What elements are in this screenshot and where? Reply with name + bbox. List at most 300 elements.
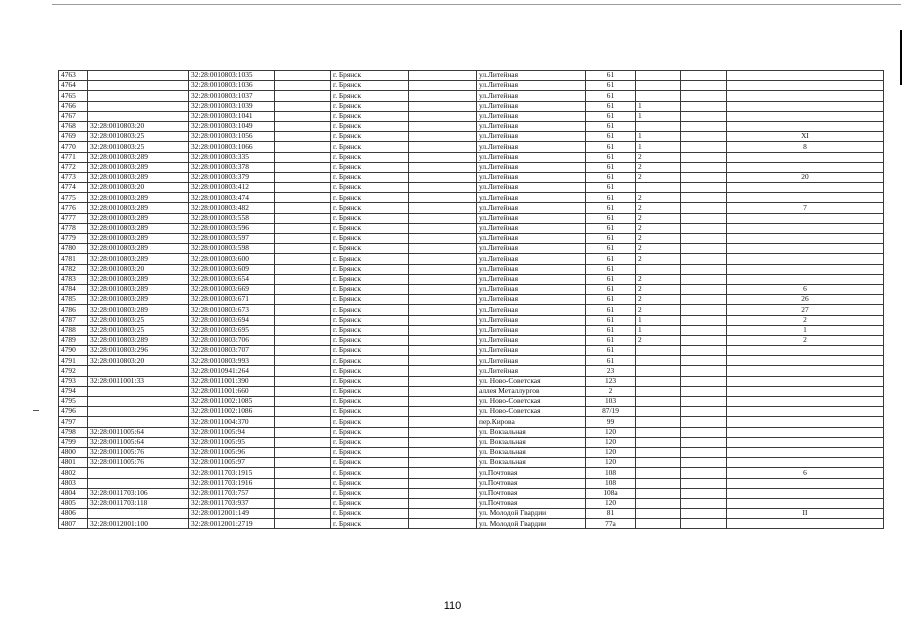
empty-cell bbox=[275, 488, 331, 498]
street-cell: ул.Литейная bbox=[477, 213, 586, 223]
cadastral-number-cell: 32:28:0011703:937 bbox=[189, 498, 275, 508]
row-number-cell: 4796 bbox=[59, 407, 88, 417]
row-number-cell: 4798 bbox=[59, 427, 88, 437]
street-cell: аллея Металлургов bbox=[477, 386, 586, 396]
building-cell: 2 bbox=[636, 254, 681, 264]
land-parcel-cell bbox=[88, 111, 189, 121]
building-cell bbox=[636, 468, 681, 478]
table-row bbox=[59, 386, 884, 396]
house-cell: 61 bbox=[586, 213, 636, 223]
apartment-cell bbox=[727, 407, 884, 417]
cadastral-number-cell: 32:28:0010803:1037 bbox=[189, 91, 275, 101]
cadastral-number-cell: 32:28:0011005:96 bbox=[189, 447, 275, 457]
empty-cell bbox=[409, 335, 477, 345]
building-cell: 2 bbox=[636, 305, 681, 315]
empty-cell bbox=[681, 254, 727, 264]
land-parcel-cell: 32:28:0010803:20 bbox=[88, 264, 189, 274]
apartment-cell bbox=[727, 244, 884, 254]
apartment-cell bbox=[727, 254, 884, 264]
building-cell bbox=[636, 386, 681, 396]
empty-cell bbox=[681, 183, 727, 193]
house-cell: 61 bbox=[586, 132, 636, 142]
empty-cell bbox=[409, 223, 477, 233]
empty-cell bbox=[409, 305, 477, 315]
city-cell: г. Брянск bbox=[331, 315, 409, 325]
apartment-cell: 20 bbox=[727, 172, 884, 182]
empty-cell bbox=[409, 519, 477, 529]
land-parcel-cell: 32:28:0010803:25 bbox=[88, 132, 189, 142]
city-cell: г. Брянск bbox=[331, 244, 409, 254]
street-cell: ул.Литейная bbox=[477, 295, 586, 305]
city-cell: г. Брянск bbox=[331, 172, 409, 182]
table-row bbox=[59, 325, 884, 335]
city-cell: г. Брянск bbox=[331, 427, 409, 437]
building-cell: 2 bbox=[636, 223, 681, 233]
empty-cell bbox=[681, 101, 727, 111]
house-cell: 61 bbox=[586, 142, 636, 152]
empty-cell bbox=[409, 468, 477, 478]
empty-cell bbox=[681, 427, 727, 437]
apartment-cell bbox=[727, 81, 884, 91]
building-cell: 2 bbox=[636, 244, 681, 254]
city-cell: г. Брянск bbox=[331, 468, 409, 478]
empty-cell bbox=[681, 111, 727, 121]
empty-cell bbox=[681, 305, 727, 315]
empty-cell bbox=[409, 315, 477, 325]
apartment-cell bbox=[727, 397, 884, 407]
row-number-cell: 4803 bbox=[59, 478, 88, 488]
empty-cell bbox=[409, 244, 477, 254]
street-cell: ул.Литейная bbox=[477, 284, 586, 294]
land-parcel-cell: 32:28:0010803:289 bbox=[88, 193, 189, 203]
street-cell: ул. Ново-Советская bbox=[477, 397, 586, 407]
building-cell: 2 bbox=[636, 234, 681, 244]
house-cell: 61 bbox=[586, 325, 636, 335]
empty-cell bbox=[275, 101, 331, 111]
empty-cell bbox=[409, 274, 477, 284]
empty-cell bbox=[409, 509, 477, 519]
empty-cell bbox=[275, 81, 331, 91]
row-number-cell: 4777 bbox=[59, 213, 88, 223]
street-cell: ул.Литейная bbox=[477, 325, 586, 335]
city-cell: г. Брянск bbox=[331, 335, 409, 345]
cadastral-number-cell: 32:28:0010803:669 bbox=[189, 284, 275, 294]
building-cell bbox=[636, 376, 681, 386]
row-number-cell: 4785 bbox=[59, 295, 88, 305]
building-cell: 2 bbox=[636, 162, 681, 172]
empty-cell bbox=[681, 142, 727, 152]
row-number-cell: 4801 bbox=[59, 458, 88, 468]
empty-cell bbox=[275, 223, 331, 233]
building-cell bbox=[636, 356, 681, 366]
empty-cell bbox=[681, 91, 727, 101]
building-cell bbox=[636, 447, 681, 457]
street-cell: ул.Литейная bbox=[477, 172, 586, 182]
cadastral-number-cell: 32:28:0010803:596 bbox=[189, 223, 275, 233]
row-number-cell: 4767 bbox=[59, 111, 88, 121]
empty-cell bbox=[409, 121, 477, 131]
cadastral-number-cell: 32:28:0010803:706 bbox=[189, 335, 275, 345]
apartment-cell: 6 bbox=[727, 284, 884, 294]
house-cell: 61 bbox=[586, 346, 636, 356]
row-number-cell: 4788 bbox=[59, 325, 88, 335]
street-cell: ул.Литейная bbox=[477, 335, 586, 345]
land-parcel-cell bbox=[88, 509, 189, 519]
city-cell: г. Брянск bbox=[331, 142, 409, 152]
table-row bbox=[59, 417, 884, 427]
house-cell: 77а bbox=[586, 519, 636, 529]
building-cell bbox=[636, 183, 681, 193]
city-cell: г. Брянск bbox=[331, 111, 409, 121]
empty-cell bbox=[409, 447, 477, 457]
land-parcel-cell: 32:28:0010803:20 bbox=[88, 121, 189, 131]
street-cell: ул. Вокзальная bbox=[477, 437, 586, 447]
land-parcel-cell: 32:28:0011703:118 bbox=[88, 498, 189, 508]
table-row bbox=[59, 356, 884, 366]
house-cell: 61 bbox=[586, 71, 636, 81]
street-cell: ул.Литейная bbox=[477, 183, 586, 193]
empty-cell bbox=[275, 193, 331, 203]
table-row bbox=[59, 366, 884, 376]
house-cell: 61 bbox=[586, 234, 636, 244]
street-cell: ул.Литейная bbox=[477, 223, 586, 233]
house-cell: 61 bbox=[586, 203, 636, 213]
cadastral-number-cell: 32:28:0010803:597 bbox=[189, 234, 275, 244]
empty-cell bbox=[409, 407, 477, 417]
building-cell bbox=[636, 264, 681, 274]
cadastral-number-cell: 32:28:0012001:2719 bbox=[189, 519, 275, 529]
apartment-cell bbox=[727, 264, 884, 274]
empty-cell bbox=[409, 488, 477, 498]
empty-cell bbox=[681, 447, 727, 457]
apartment-cell: 2 bbox=[727, 315, 884, 325]
cadastral-number-cell: 32:28:0010803:1039 bbox=[189, 101, 275, 111]
row-number-cell: 4799 bbox=[59, 437, 88, 447]
table-row bbox=[59, 121, 884, 131]
row-number-cell: 4775 bbox=[59, 193, 88, 203]
empty-cell bbox=[275, 274, 331, 284]
city-cell: г. Брянск bbox=[331, 488, 409, 498]
street-cell: ул.Литейная bbox=[477, 132, 586, 142]
empty-cell bbox=[681, 397, 727, 407]
empty-cell bbox=[409, 325, 477, 335]
cadastral-number-cell: 32:28:0010803:673 bbox=[189, 305, 275, 315]
street-cell: ул.Литейная bbox=[477, 346, 586, 356]
empty-cell bbox=[275, 305, 331, 315]
building-cell bbox=[636, 397, 681, 407]
building-cell: 2 bbox=[636, 213, 681, 223]
table-row bbox=[59, 101, 884, 111]
land-parcel-cell: 32:28:0010803:289 bbox=[88, 203, 189, 213]
land-parcel-cell: 32:28:0010803:25 bbox=[88, 325, 189, 335]
house-cell: 120 bbox=[586, 498, 636, 508]
land-parcel-cell bbox=[88, 91, 189, 101]
building-cell: 2 bbox=[636, 203, 681, 213]
street-cell: ул. Ново-Советская bbox=[477, 376, 586, 386]
cadastral-number-cell: 32:28:0010803:1036 bbox=[189, 81, 275, 91]
table-row bbox=[59, 234, 884, 244]
cadastral-number-cell: 32:28:0010803:474 bbox=[189, 193, 275, 203]
city-cell: г. Брянск bbox=[331, 274, 409, 284]
land-parcel-cell bbox=[88, 366, 189, 376]
empty-cell bbox=[275, 376, 331, 386]
city-cell: г. Брянск bbox=[331, 447, 409, 457]
house-cell: 61 bbox=[586, 162, 636, 172]
row-number-cell: 4769 bbox=[59, 132, 88, 142]
cadastral-number-cell: 32:28:0010803:671 bbox=[189, 295, 275, 305]
building-cell bbox=[636, 121, 681, 131]
cadastral-number-cell: 32:28:0010803:1035 bbox=[189, 71, 275, 81]
land-parcel-cell bbox=[88, 468, 189, 478]
land-parcel-cell bbox=[88, 417, 189, 427]
house-cell: 61 bbox=[586, 335, 636, 345]
empty-cell bbox=[681, 132, 727, 142]
city-cell: г. Брянск bbox=[331, 223, 409, 233]
cadastral-number-cell: 32:28:0010803:654 bbox=[189, 274, 275, 284]
empty-cell bbox=[275, 111, 331, 121]
empty-cell bbox=[275, 244, 331, 254]
city-cell: г. Брянск bbox=[331, 254, 409, 264]
land-parcel-cell: 32:28:0010803:289 bbox=[88, 254, 189, 264]
empty-cell bbox=[409, 366, 477, 376]
city-cell: г. Брянск bbox=[331, 203, 409, 213]
cadastral-number-cell: 32:28:0011004:370 bbox=[189, 417, 275, 427]
house-cell: 103 bbox=[586, 397, 636, 407]
empty-cell bbox=[681, 366, 727, 376]
table-row bbox=[59, 81, 884, 91]
empty-cell bbox=[275, 183, 331, 193]
page-number: 110 bbox=[443, 600, 462, 612]
table-row bbox=[59, 254, 884, 264]
cadastral-number-cell: 32:28:0011703:757 bbox=[189, 488, 275, 498]
table-row bbox=[59, 407, 884, 417]
empty-cell bbox=[681, 264, 727, 274]
empty-cell bbox=[275, 213, 331, 223]
city-cell: г. Брянск bbox=[331, 519, 409, 529]
land-parcel-cell bbox=[88, 81, 189, 91]
house-cell: 108 bbox=[586, 468, 636, 478]
row-number-cell: 4804 bbox=[59, 488, 88, 498]
street-cell: ул.Литейная bbox=[477, 101, 586, 111]
house-cell: 120 bbox=[586, 437, 636, 447]
empty-cell bbox=[409, 71, 477, 81]
street-cell: ул.Литейная bbox=[477, 162, 586, 172]
empty-cell bbox=[275, 203, 331, 213]
city-cell: г. Брянск bbox=[331, 417, 409, 427]
house-cell: 61 bbox=[586, 244, 636, 254]
house-cell: 61 bbox=[586, 284, 636, 294]
street-cell: ул.Литейная bbox=[477, 81, 586, 91]
empty-cell bbox=[275, 366, 331, 376]
table-row bbox=[59, 71, 884, 81]
empty-cell bbox=[681, 325, 727, 335]
empty-cell bbox=[275, 325, 331, 335]
building-cell: 1 bbox=[636, 111, 681, 121]
city-cell: г. Брянск bbox=[331, 295, 409, 305]
city-cell: г. Брянск bbox=[331, 346, 409, 356]
empty-cell bbox=[681, 335, 727, 345]
cadastral-number-cell: 32:28:0011703:1915 bbox=[189, 468, 275, 478]
empty-cell bbox=[409, 234, 477, 244]
empty-cell bbox=[681, 386, 727, 396]
empty-cell bbox=[275, 447, 331, 457]
house-cell: 87/19 bbox=[586, 407, 636, 417]
table-row bbox=[59, 111, 884, 121]
apartment-cell: 27 bbox=[727, 305, 884, 315]
land-parcel-cell: 32:28:0010803:289 bbox=[88, 244, 189, 254]
city-cell: г. Брянск bbox=[331, 397, 409, 407]
row-number-cell: 4790 bbox=[59, 346, 88, 356]
empty-cell bbox=[681, 172, 727, 182]
apartment-cell bbox=[727, 223, 884, 233]
street-cell: ул.Литейная bbox=[477, 152, 586, 162]
house-cell: 61 bbox=[586, 356, 636, 366]
empty-cell bbox=[275, 437, 331, 447]
city-cell: г. Брянск bbox=[331, 71, 409, 81]
land-parcel-cell: 32:28:0010803:289 bbox=[88, 284, 189, 294]
empty-cell bbox=[409, 183, 477, 193]
land-parcel-cell: 32:28:0010803:289 bbox=[88, 213, 189, 223]
row-number-cell: 4800 bbox=[59, 447, 88, 457]
apartment-cell: 26 bbox=[727, 295, 884, 305]
empty-cell bbox=[275, 397, 331, 407]
house-cell: 61 bbox=[586, 223, 636, 233]
row-number-cell: 4773 bbox=[59, 172, 88, 182]
empty-cell bbox=[681, 71, 727, 81]
street-cell: ул.Литейная bbox=[477, 305, 586, 315]
apartment-cell bbox=[727, 162, 884, 172]
building-cell bbox=[636, 417, 681, 427]
street-cell: ул.Литейная bbox=[477, 121, 586, 131]
empty-cell bbox=[681, 152, 727, 162]
building-cell: 2 bbox=[636, 274, 681, 284]
building-cell bbox=[636, 71, 681, 81]
street-cell: ул.Литейная bbox=[477, 203, 586, 213]
row-number-cell: 4780 bbox=[59, 244, 88, 254]
street-cell: пер.Кирова bbox=[477, 417, 586, 427]
cadastral-number-cell: 32:28:0010803:707 bbox=[189, 346, 275, 356]
city-cell: г. Брянск bbox=[331, 509, 409, 519]
city-cell: г. Брянск bbox=[331, 498, 409, 508]
empty-cell bbox=[409, 427, 477, 437]
table-row bbox=[59, 264, 884, 274]
empty-cell bbox=[681, 468, 727, 478]
building-cell bbox=[636, 437, 681, 447]
table-row bbox=[59, 132, 884, 142]
building-cell bbox=[636, 519, 681, 529]
row-number-cell: 4768 bbox=[59, 121, 88, 131]
apartment-cell bbox=[727, 386, 884, 396]
apartment-cell bbox=[727, 488, 884, 498]
house-cell: 81 bbox=[586, 509, 636, 519]
empty-cell bbox=[409, 213, 477, 223]
house-cell: 99 bbox=[586, 417, 636, 427]
row-number-cell: 4791 bbox=[59, 356, 88, 366]
house-cell: 61 bbox=[586, 274, 636, 284]
empty-cell bbox=[409, 264, 477, 274]
apartment-cell bbox=[727, 447, 884, 457]
empty-cell bbox=[409, 356, 477, 366]
land-parcel-cell: 32:28:0011703:106 bbox=[88, 488, 189, 498]
empty-cell bbox=[275, 407, 331, 417]
empty-cell bbox=[681, 203, 727, 213]
apartment-cell: 6 bbox=[727, 468, 884, 478]
apartment-cell bbox=[727, 183, 884, 193]
row-number-cell: 4806 bbox=[59, 509, 88, 519]
street-cell: ул.Почтовая bbox=[477, 468, 586, 478]
apartment-cell bbox=[727, 376, 884, 386]
table-row bbox=[59, 447, 884, 457]
row-number-cell: 4781 bbox=[59, 254, 88, 264]
row-number-cell: 4763 bbox=[59, 71, 88, 81]
empty-cell bbox=[681, 376, 727, 386]
city-cell: г. Брянск bbox=[331, 284, 409, 294]
empty-cell bbox=[275, 478, 331, 488]
city-cell: г. Брянск bbox=[331, 386, 409, 396]
empty-cell bbox=[275, 254, 331, 264]
house-cell: 61 bbox=[586, 111, 636, 121]
empty-cell bbox=[409, 172, 477, 182]
house-cell: 61 bbox=[586, 81, 636, 91]
house-cell: 2 bbox=[586, 386, 636, 396]
empty-cell bbox=[275, 315, 331, 325]
building-cell: 2 bbox=[636, 284, 681, 294]
apartment-cell: XI bbox=[727, 132, 884, 142]
row-number-cell: 4774 bbox=[59, 183, 88, 193]
street-cell: ул. Ново-Советская bbox=[477, 407, 586, 417]
empty-cell bbox=[409, 386, 477, 396]
row-number-cell: 4772 bbox=[59, 162, 88, 172]
apartment-cell bbox=[727, 101, 884, 111]
land-parcel-cell: 32:28:0010803:25 bbox=[88, 315, 189, 325]
building-cell: 1 bbox=[636, 142, 681, 152]
house-cell: 61 bbox=[586, 121, 636, 131]
table-row bbox=[59, 397, 884, 407]
table-row bbox=[59, 458, 884, 468]
land-parcel-cell: 32:28:0010803:289 bbox=[88, 335, 189, 345]
building-cell: 1 bbox=[636, 132, 681, 142]
empty-cell bbox=[275, 519, 331, 529]
land-parcel-cell: 32:28:0010803:20 bbox=[88, 183, 189, 193]
building-cell bbox=[636, 488, 681, 498]
table-body bbox=[59, 71, 884, 529]
row-number-cell: 4783 bbox=[59, 274, 88, 284]
street-cell: ул. Молодой Гвардии bbox=[477, 519, 586, 529]
table-row bbox=[59, 498, 884, 508]
row-number-cell: 4782 bbox=[59, 264, 88, 274]
apartment-cell bbox=[727, 356, 884, 366]
apartment-cell bbox=[727, 121, 884, 131]
empty-cell bbox=[275, 386, 331, 396]
empty-cell bbox=[409, 376, 477, 386]
cadastral-number-cell: 32:28:0011001:390 bbox=[189, 376, 275, 386]
empty-cell bbox=[275, 121, 331, 131]
row-number-cell: 4786 bbox=[59, 305, 88, 315]
cadastral-number-cell: 32:28:0010803:598 bbox=[189, 244, 275, 254]
land-parcel-cell: 32:28:0010803:25 bbox=[88, 142, 189, 152]
row-number-cell: 4778 bbox=[59, 223, 88, 233]
land-parcel-cell: 32:28:0011005:76 bbox=[88, 458, 189, 468]
table-row bbox=[59, 335, 884, 345]
empty-cell bbox=[275, 498, 331, 508]
empty-cell bbox=[409, 193, 477, 203]
house-cell: 61 bbox=[586, 305, 636, 315]
street-cell: ул.Литейная bbox=[477, 315, 586, 325]
apartment-cell bbox=[727, 91, 884, 101]
empty-cell bbox=[275, 356, 331, 366]
empty-cell bbox=[275, 142, 331, 152]
cadastral-number-cell: 32:28:0010803:482 bbox=[189, 203, 275, 213]
